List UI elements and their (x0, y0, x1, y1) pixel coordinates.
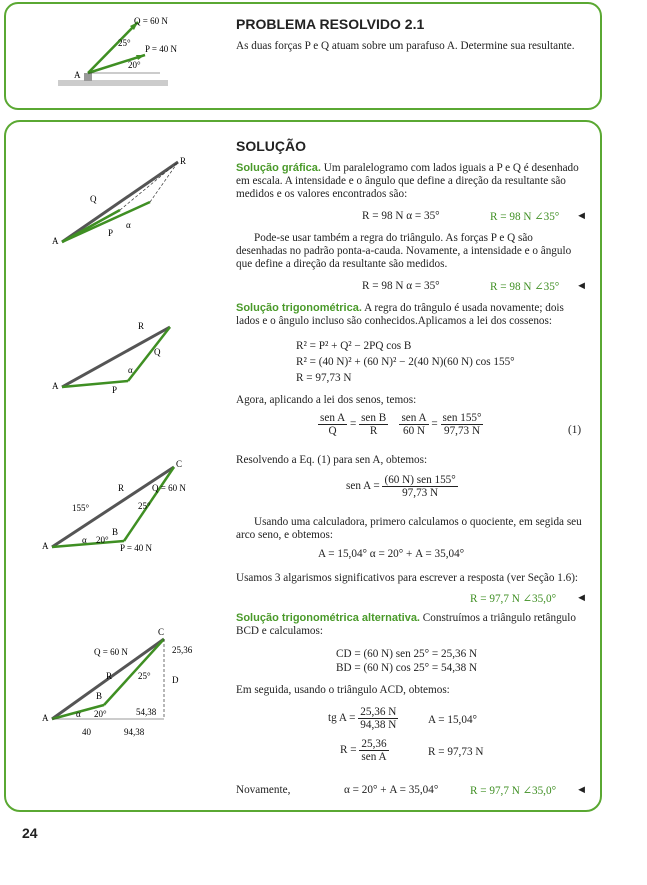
r-eq: R = $\frac{25,36}{\text{sen A}}$ (340, 738, 387, 763)
f4-ang20: 20° (94, 709, 107, 719)
f2-p: P (112, 385, 118, 395)
f3-ang155: 155° (72, 503, 90, 513)
acd-text: Em seguida, usando o triângulo ACD, obtemos: (236, 684, 450, 696)
f4-d2: 54,38 (136, 707, 157, 717)
f1-r: R (180, 156, 187, 166)
eq-number: (1) (568, 424, 582, 436)
solution-title: SOLUÇÃO (236, 138, 306, 154)
triangle-text: Pode-se usar também a regra do triângulo. As forças P e Q são desenhadas no padrão ponta-a-cauda. Novamente, a intensidade e o ângulo que define a direção da resultante são medidos. (236, 232, 572, 270)
graphic-result: R = 98 N ∠35° (490, 211, 560, 223)
resolve-text: Resolvendo a Eq. (1) para sen A, obtemos: (236, 454, 428, 466)
page-number: 24 (22, 825, 38, 841)
problem-statement: As duas forças P e Q atuam sobre um parafuso A. Determine sua resultante. (236, 40, 575, 52)
f1-a: A (52, 236, 59, 246)
trig-text: A regra do trângulo é usada novamente; dois lados e o ângulo incluso são conhecidos.Aplicamos a lei dos cossenos: (236, 302, 564, 327)
f2-a: A (52, 381, 59, 391)
f3-p: P = 40 N (120, 543, 152, 553)
f3-ang20: 20° (96, 535, 109, 545)
figure-law-of-sines (40, 455, 200, 555)
fig-q-label: Q = 60 N (134, 16, 168, 26)
f4-r: R (106, 671, 113, 681)
f2-r: R (138, 321, 145, 331)
fig-ang2-label: 20° (128, 60, 141, 70)
final-label: Novamente, (236, 784, 291, 796)
calc-text: Usando uma calculadora, primero calculamos o quociente, em segida seu arco seno, e obtemos: (236, 516, 582, 541)
f3-alpha: α (82, 535, 87, 545)
graphic-eq: R = 98 N α = 35° (362, 210, 440, 222)
tg-result: A = 15,04° (428, 714, 478, 726)
f1-p: P (108, 228, 114, 238)
figure-parallelogram (50, 150, 200, 250)
tg-eq: tg A = $\frac{25,36 N}{94,38 N}$ (328, 706, 397, 731)
alt-text: Construímos a triângulo retângulo BCD e calculamos: (236, 612, 576, 637)
f2-q: Q (154, 347, 161, 357)
f3-b: B (112, 527, 119, 537)
final-eq: α = 20° + A = 35,04° (344, 784, 439, 796)
final-result: R = 97,7 N ∠35,0° (470, 785, 557, 797)
fig-ang1-label: 25° (118, 38, 131, 48)
f1-alpha: α (126, 220, 131, 230)
answer-arrow-4: ◄ (576, 784, 588, 796)
sigfig-text: Usamos 3 algarismos significativos para escrever a resposta (ver Seção 1.6): (236, 572, 579, 584)
f3-a: A (42, 541, 49, 551)
answer-arrow-1: ◄ (576, 210, 588, 222)
calc-eq: A = 15,04° α = 20° + A = 35,04° (318, 548, 465, 560)
graphic-paragraph (236, 162, 586, 201)
f2-alpha: α (128, 365, 133, 375)
f3-q: Q = 60 N (152, 483, 186, 493)
f4-a: A (42, 713, 49, 723)
alt-eq-2: BD = (60 N) cos 25° = 54,38 N (336, 662, 478, 674)
cos-line-2: R² = (40 N)² + (60 N)² − 2(40 N)(60 N) cos 155° (296, 356, 515, 368)
f1-q: Q (90, 194, 97, 204)
fig-p-label: P = 40 N (145, 44, 177, 54)
problem-figure (50, 10, 200, 95)
f4-ang25: 25° (138, 671, 151, 681)
f4-d: D (172, 675, 179, 685)
triangle-result: R = 98 N ∠35° (490, 281, 560, 293)
graphic-title: Solução gráfica. (236, 162, 321, 174)
answer-arrow-2: ◄ (576, 280, 588, 292)
trig-paragraph (236, 302, 586, 328)
sena-eq: sen A = $\frac{\text{(60 N) sen 155°}}{97,73 N}$ (346, 474, 456, 499)
figure-right-triangle (40, 625, 200, 740)
f4-alpha: α (76, 709, 81, 719)
r-result: R = 97,73 N (428, 746, 484, 758)
f4-d1: 25,36 (172, 645, 193, 655)
alt-paragraph (236, 612, 586, 638)
sine-law-eq: $\frac{\text{sen A}}{Q}$ = $\frac{\text{sen B}}{R}$ $\frac{\text{sen A}}{60 N}$ = $\frac{\text{sen 155°}}{97,73 N}$ (320, 412, 482, 437)
fig-a-label: A (74, 70, 81, 80)
sigfig-result: R = 97,7 N ∠35,0° (470, 593, 557, 605)
cos-line-1: R² = P² + Q² − 2PQ cos B (296, 340, 412, 352)
trig-title: Solução trigonométrica. (236, 302, 362, 314)
problem-title: PROBLEMA RESOLVIDO 2.1 (236, 16, 425, 32)
figure-triangle (50, 315, 200, 395)
f4-c: C (158, 627, 165, 637)
f3-ang25: 25° (138, 501, 151, 511)
cos-line-3: R = 97,73 N (296, 372, 352, 384)
sine-intro: Agora, aplicando a lei dos senos, temos: (236, 394, 417, 406)
f4-d4: 94,38 (124, 727, 145, 737)
triangle-eq: R = 98 N α = 35° (362, 280, 440, 292)
f3-r: R (118, 483, 125, 493)
f4-d3: 40 (82, 727, 91, 737)
alt-eq-1: CD = (60 N) sen 25° = 25,36 N (336, 648, 478, 660)
alt-title: Solução trigonométrica alternativa. (236, 612, 420, 624)
f3-c: C (176, 459, 183, 469)
answer-arrow-3: ◄ (576, 592, 588, 604)
f4-b: B (96, 691, 103, 701)
graphic-text: Um paralelogramo com lados iguais a P e Q é desenhado em escala. A intensidade e o ângulo que define a direção da resultante são medidos e os valores encontrados são: (236, 162, 579, 200)
f4-q: Q = 60 N (94, 647, 128, 657)
